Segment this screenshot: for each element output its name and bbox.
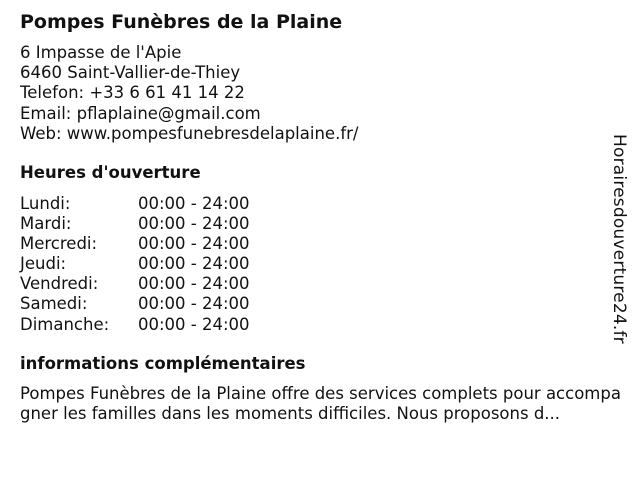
business-name: Pompes Funèbres de la Plaine: [20, 11, 343, 33]
time-range: 00:00 - 24:00: [138, 214, 250, 234]
address-line2: 6460 Saint-Vallier-de-Thiey: [20, 63, 241, 83]
address-line1: 6 Impasse de l'Apie: [20, 43, 182, 62]
email-label: Email:: [20, 103, 72, 123]
time-range: 00:00 - 24:00: [138, 314, 250, 334]
web-line: [20, 124, 358, 144]
hours-row-tuesday: [20, 214, 280, 234]
time-range: 00:00 - 24:00: [138, 274, 250, 294]
website-url: www.pompesfunebresdelaplaine.fr/: [66, 123, 359, 143]
additional-info-heading: informations complémentaires: [20, 354, 306, 373]
day-label: Mardi:: [20, 214, 72, 234]
additional-info-text: Pompes Funèbres de la Plaine offre des services complets pour accompagner les familles dans les moments difficiles. Nous proposons d...: [20, 384, 621, 424]
hours-row-thursday: [20, 254, 280, 274]
email-line: [20, 104, 358, 124]
phone-line: [20, 83, 358, 103]
hours-row-monday: [20, 194, 280, 214]
time-range: 00:00 - 24:00: [138, 194, 250, 213]
phone-number: +33 6 61 41 14 22: [89, 83, 245, 103]
hours-row-wednesday: [20, 234, 280, 254]
phone-label: Telefon:: [20, 83, 85, 103]
time-range: 00:00 - 24:00: [138, 294, 250, 314]
opening-hours-heading: Heures d'ouverture: [20, 163, 201, 182]
day-label: Vendredi:: [20, 274, 99, 294]
time-range: 00:00 - 24:00: [138, 234, 250, 254]
hours-row-saturday: [20, 294, 280, 314]
hours-row-sunday: [20, 315, 280, 335]
email-address: pflaplaine@gmail.com: [76, 103, 261, 123]
web-label: Web:: [20, 123, 62, 143]
day-label: Dimanche:: [20, 314, 110, 334]
opening-hours-table: [20, 194, 280, 335]
day-label: Jeudi:: [20, 254, 67, 274]
day-label: Lundi:: [20, 194, 71, 213]
site-watermark: Horairesdouverture24.fr: [609, 134, 629, 344]
day-label: Mercredi:: [20, 234, 98, 254]
contact-block: [20, 43, 358, 144]
day-label: Samedi:: [20, 294, 88, 314]
time-range: 00:00 - 24:00: [138, 254, 250, 274]
hours-row-friday: [20, 274, 280, 294]
